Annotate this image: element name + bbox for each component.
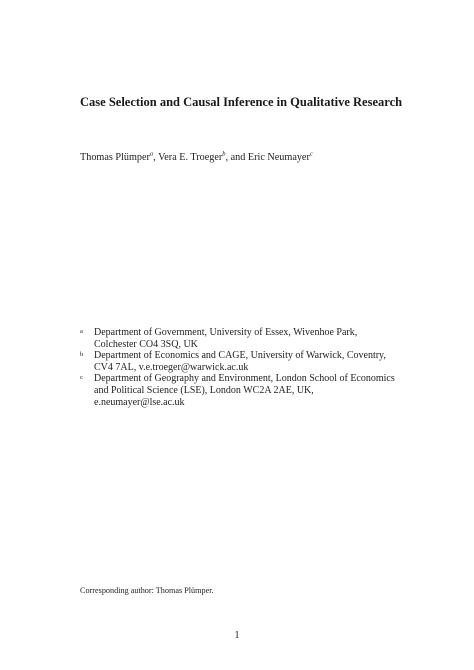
affiliation-text: Department of Economics and CAGE, University of Warwick, Coventry, CV4 7AL, v.e.troeger@warwick.ac.uk bbox=[94, 350, 386, 373]
author-separator: , bbox=[153, 152, 159, 163]
affiliation-mark: c bbox=[80, 374, 83, 382]
affiliation-item bbox=[80, 327, 400, 350]
affiliation-mark: b bbox=[80, 351, 84, 359]
author-line bbox=[80, 152, 313, 163]
author-affiliation-mark: c bbox=[309, 150, 313, 158]
author-name: Eric Neumayer bbox=[247, 152, 310, 163]
affiliation-text: Department of Government, University of Essex, Wivenhoe Park, Colchester CO4 3SQ, UK bbox=[94, 327, 358, 350]
author-separator: , and bbox=[225, 152, 248, 163]
author-affiliation-mark: b bbox=[222, 150, 226, 158]
author-name: Vera E. Troeger bbox=[158, 152, 223, 163]
affiliation-item bbox=[80, 350, 400, 373]
author-affiliation-mark: a bbox=[149, 150, 154, 158]
affiliation-mark: a bbox=[80, 328, 83, 335]
affiliation-text: Department of Geography and Environment, London School of Economics and Political Science (LSE), London WC2A 2AE, UK, e.neumayer@lse.ac.uk bbox=[94, 373, 395, 408]
affiliation-list bbox=[80, 327, 400, 408]
corresponding-author-note: Corresponding author: Thomas Plümper. bbox=[80, 586, 214, 595]
author-name: Thomas Plümper bbox=[80, 152, 150, 163]
paper-title: Case Selection and Causal Inference in Qualitative Research bbox=[80, 95, 403, 109]
page-number: 1 bbox=[234, 630, 240, 641]
affiliation-item bbox=[80, 373, 400, 408]
